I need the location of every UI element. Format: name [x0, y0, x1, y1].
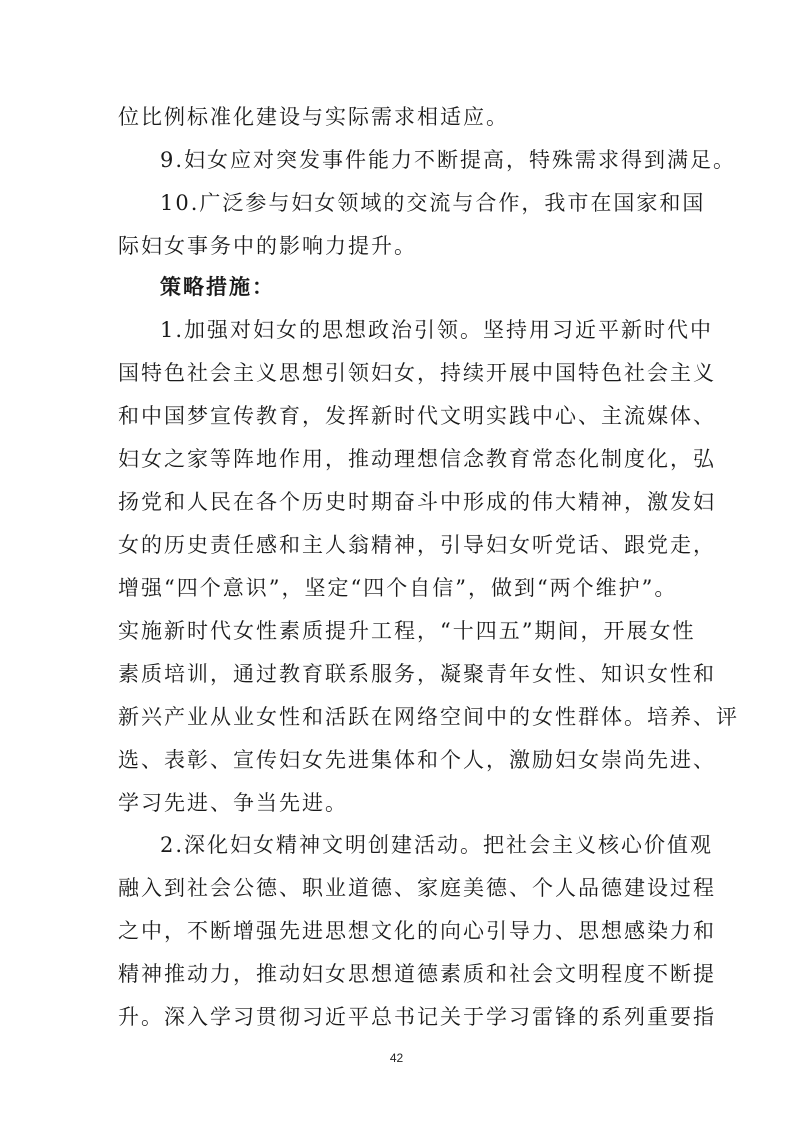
text-line-11: 女的历史责任感和主人翁精神，引导妇女听党话、跟党走，: [118, 533, 716, 557]
text-line-9: 妇女之家等阵地作用，推动理想信念教育常态化制度化，弘: [118, 447, 716, 471]
text-line-3: 10.广泛参与妇女领域的交流与合作，我市在国家和国: [160, 191, 706, 215]
page-number: 42: [389, 1051, 404, 1065]
text-line-18: 2.深化妇女精神文明创建活动。把社会主义核心价值观: [160, 833, 714, 857]
text-line-4: 际妇女事务中的影响力提升。: [118, 234, 417, 258]
text-line-21: 精神推动力，推动妇女思想道德素质和社会文明程度不断提: [118, 962, 716, 986]
text-line-2: 9.妇女应对突发事件能力不断提高，特殊需求得到满足。: [160, 148, 737, 172]
text-line-6: 1.加强对妇女的思想政治引领。坚持用习近平新时代中: [160, 318, 714, 342]
text-line-1: 位比例标准化建设与实际需求相适应。: [118, 105, 509, 129]
text-line-22: 升。深入学习贯彻习近平总书记关于学习雷锋的系列重要指: [118, 1005, 716, 1029]
text-line-20: 之中，不断增强先进思想文化的向心引导力、思想感染力和: [118, 919, 716, 943]
text-line-17: 学习先进、争当先进。: [118, 791, 348, 815]
text-line-13: 实施新时代女性素质提升工程，“十四五”期间，开展女性: [118, 619, 696, 643]
text-line-8: 和中国梦宣传教育，发挥新时代文明实践中心、主流媒体、: [118, 404, 716, 428]
text-line-15: 新兴产业从业女性和活跃在网络空间中的女性群体。培养、评: [118, 705, 739, 729]
text-line-10: 扬党和人民在各个历史时期奋斗中形成的伟大精神，激发妇: [118, 490, 716, 514]
text-line-14: 素质培训，通过教育联系服务，凝聚青年女性、知识女性和: [118, 662, 716, 686]
text-line-7: 国特色社会主义思想引领妇女，持续开展中国特色社会主义: [118, 361, 716, 385]
section-heading: 策略措施：: [160, 275, 275, 299]
text-line-19: 融入到社会公德、职业道德、家庭美德、个人品德建设过程: [118, 876, 716, 900]
text-line-12: 增强“四个意识”，坚定“四个自信”，做到“两个维护”。: [118, 576, 678, 600]
text-line-16: 选、表彰、宣传妇女先进集体和个人，激励妇女崇尚先进、: [118, 748, 716, 772]
